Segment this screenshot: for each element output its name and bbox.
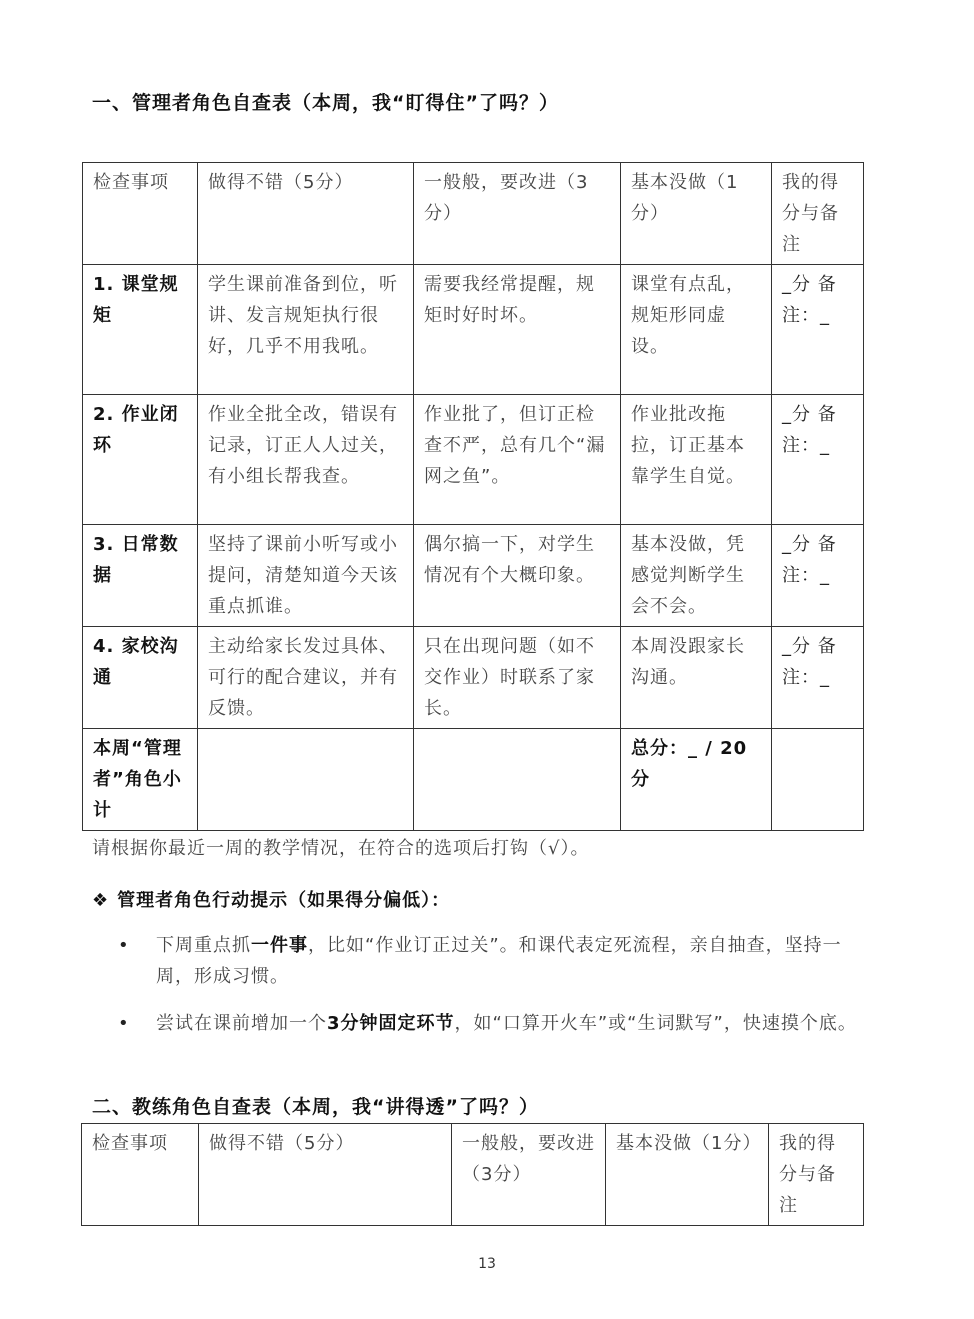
row-item: 4. 家校沟通 bbox=[83, 627, 198, 729]
list-item bbox=[118, 930, 858, 992]
tips-list bbox=[118, 930, 858, 1055]
row-good: 作业全批全改，错误有记录，订正人人过关，有小组长帮我查。 bbox=[198, 395, 414, 525]
row-ok: 需要我经常提醒，规矩时好时坏。 bbox=[414, 265, 621, 395]
section2-heading: 二、教练角色自查表（本周，我“讲得透”了吗？） bbox=[92, 1096, 539, 1118]
bullet-dot-icon: • bbox=[118, 935, 130, 956]
row-score[interactable]: _分 备注：_ bbox=[772, 265, 864, 395]
diamond-bullet-icon: ❖ bbox=[92, 890, 110, 911]
list-item bbox=[118, 1008, 858, 1039]
summary-label: 本周“管理者”角色小计 bbox=[83, 729, 198, 831]
row-score[interactable]: _分 备注：_ bbox=[772, 525, 864, 627]
row-ok: 偶尔搞一下，对学生情况有个大概印象。 bbox=[414, 525, 621, 627]
header-good: 做得不错（5分） bbox=[198, 163, 414, 265]
row-bad: 课堂有点乱，规矩形同虚设。 bbox=[621, 265, 772, 395]
table-row bbox=[83, 395, 864, 525]
header-ok: 一般般，要改进（3分） bbox=[452, 1124, 606, 1226]
row-bad: 本周没跟家长沟通。 bbox=[621, 627, 772, 729]
instruction-note: 请根据你最近一周的教学情况，在符合的选项后打钩（√）。 bbox=[92, 838, 590, 859]
header-bad: 基本没做（1分） bbox=[606, 1124, 769, 1226]
manager-self-check-table bbox=[82, 162, 864, 831]
row-bad: 作业批改拖拉，订正基本靠学生自觉。 bbox=[621, 395, 772, 525]
section1-heading: 一、管理者角色自查表（本周，我“盯得住”了吗？） bbox=[92, 92, 559, 114]
summary-empty-ok bbox=[414, 729, 621, 831]
header-ok: 一般般，要改进（3分） bbox=[414, 163, 621, 265]
page-number: 13 bbox=[478, 1256, 496, 1272]
tip1-text-bold: 一件事 bbox=[251, 935, 308, 956]
header-good: 做得不错（5分） bbox=[199, 1124, 452, 1226]
tips-title bbox=[92, 886, 450, 912]
row-item: 3. 日常数据 bbox=[83, 525, 198, 627]
total-score[interactable]: 总分：_ / 20分 bbox=[621, 729, 772, 831]
summary-row bbox=[83, 729, 864, 831]
summary-empty-score bbox=[772, 729, 864, 831]
table-header-row bbox=[83, 163, 864, 265]
row-score[interactable]: _分 备注：_ bbox=[772, 627, 864, 729]
header-bad: 基本没做（1分） bbox=[621, 163, 772, 265]
bullet-dot-icon: • bbox=[118, 1013, 130, 1034]
header-item: 检查事项 bbox=[82, 1124, 199, 1226]
tip2-text-bold: 3分钟固定环节 bbox=[327, 1013, 455, 1034]
table-row bbox=[83, 627, 864, 729]
row-good: 主动给家长发过具体、可行的配合建议，并有反馈。 bbox=[198, 627, 414, 729]
row-score[interactable]: _分 备注：_ bbox=[772, 395, 864, 525]
row-ok: 作业批了，但订正检查不严，总有几个“漏网之鱼”。 bbox=[414, 395, 621, 525]
header-score: 我的得分与备注 bbox=[772, 163, 864, 265]
tip1-text-pre: 下周重点抓 bbox=[156, 935, 251, 956]
row-item: 2. 作业闭环 bbox=[83, 395, 198, 525]
table-header-row bbox=[82, 1124, 864, 1226]
tip2-text-post: ，如“口算开火车”或“生词默写”，快速摸个底。 bbox=[454, 1013, 857, 1034]
summary-empty-good bbox=[198, 729, 414, 831]
row-good: 学生课前准备到位，听讲、发言规矩执行很好，几乎不用我吼。 bbox=[198, 265, 414, 395]
header-score: 我的得分与备注 bbox=[769, 1124, 864, 1226]
table-row bbox=[83, 265, 864, 395]
table-row bbox=[83, 525, 864, 627]
tip1-text-post: ，比如“作业订正过关”。和课代表定死流程，亲自抽查，坚持一周，形成习惯。 bbox=[156, 935, 842, 987]
row-bad: 基本没做，凭感觉判断学生会不会。 bbox=[621, 525, 772, 627]
tip2-text-pre: 尝试在课前增加一个 bbox=[156, 1013, 327, 1034]
coach-self-check-table bbox=[81, 1123, 864, 1226]
tips-title-text: 管理者角色行动提示（如果得分偏低）： bbox=[117, 890, 451, 911]
row-ok: 只在出现问题（如不交作业）时联系了家长。 bbox=[414, 627, 621, 729]
row-item: 1. 课堂规矩 bbox=[83, 265, 198, 395]
header-item: 检查事项 bbox=[83, 163, 198, 265]
row-good: 坚持了课前小听写或小提问，清楚知道今天该重点抓谁。 bbox=[198, 525, 414, 627]
